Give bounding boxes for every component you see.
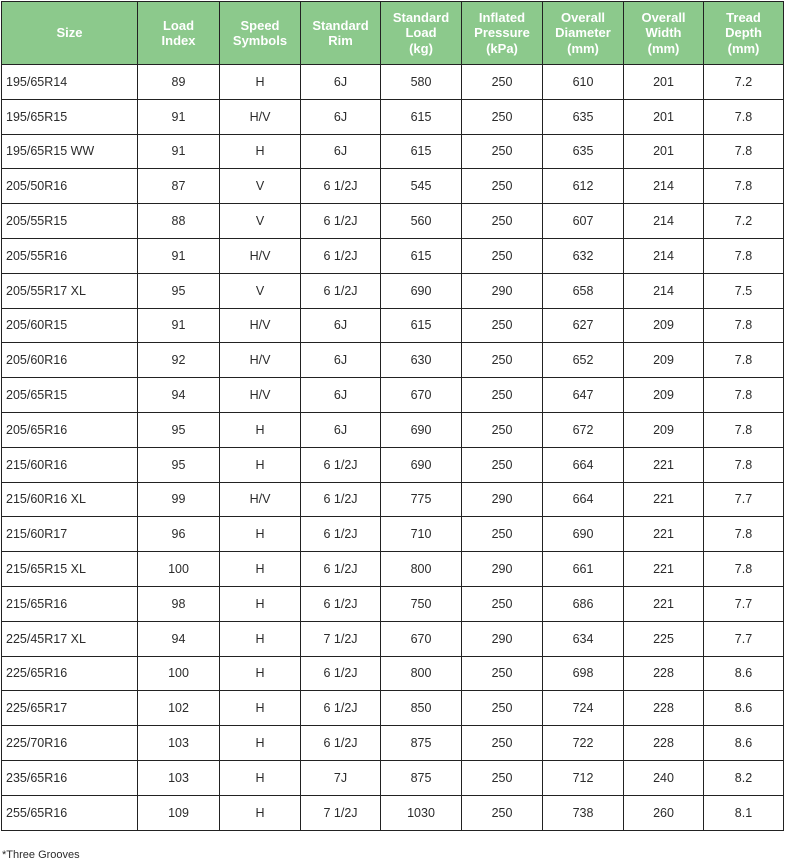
cell-standard-load: 775 <box>381 482 462 517</box>
cell-overall-diameter: 647 <box>543 378 624 413</box>
column-header-overall-width: Overall Width (mm) <box>624 2 704 65</box>
cell-speed-symbols: H/V <box>220 482 301 517</box>
cell-overall-diameter: 672 <box>543 412 624 447</box>
cell-load-index: 88 <box>138 204 220 239</box>
cell-speed-symbols: H <box>220 726 301 761</box>
cell-inflated-pressure: 250 <box>462 447 543 482</box>
cell-overall-width: 221 <box>624 517 704 552</box>
cell-size: 205/60R16 <box>2 343 138 378</box>
cell-speed-symbols: H <box>220 760 301 795</box>
cell-inflated-pressure: 290 <box>462 273 543 308</box>
cell-standard-rim: 6J <box>301 65 381 100</box>
table-row <box>2 65 784 100</box>
cell-standard-load: 670 <box>381 621 462 656</box>
cell-size: 195/65R15 <box>2 99 138 134</box>
cell-speed-symbols: H <box>220 656 301 691</box>
cell-size: 205/65R16 <box>2 412 138 447</box>
cell-overall-diameter: 724 <box>543 691 624 726</box>
cell-size: 215/60R16 XL <box>2 482 138 517</box>
cell-tread-depth: 7.8 <box>704 99 784 134</box>
cell-overall-width: 221 <box>624 552 704 587</box>
cell-overall-diameter: 635 <box>543 134 624 169</box>
cell-size: 205/50R16 <box>2 169 138 204</box>
cell-overall-width: 260 <box>624 795 704 830</box>
cell-overall-width: 214 <box>624 204 704 239</box>
column-header-standard-rim: Standard Rim <box>301 2 381 65</box>
header-row <box>2 2 784 65</box>
cell-speed-symbols: H <box>220 795 301 830</box>
table-row <box>2 238 784 273</box>
cell-load-index: 94 <box>138 621 220 656</box>
table-row <box>2 378 784 413</box>
cell-tread-depth: 7.8 <box>704 343 784 378</box>
cell-inflated-pressure: 250 <box>462 343 543 378</box>
cell-load-index: 94 <box>138 378 220 413</box>
cell-size: 215/60R16 <box>2 447 138 482</box>
cell-standard-load: 560 <box>381 204 462 239</box>
cell-tread-depth: 7.8 <box>704 412 784 447</box>
cell-speed-symbols: H <box>220 65 301 100</box>
cell-standard-rim: 6J <box>301 343 381 378</box>
table-row <box>2 517 784 552</box>
cell-tread-depth: 8.6 <box>704 656 784 691</box>
cell-inflated-pressure: 250 <box>462 412 543 447</box>
cell-standard-load: 630 <box>381 343 462 378</box>
cell-tread-depth: 7.8 <box>704 308 784 343</box>
cell-tread-depth: 7.8 <box>704 134 784 169</box>
cell-speed-symbols: H/V <box>220 343 301 378</box>
tire-spec-table <box>1 1 784 831</box>
cell-tread-depth: 8.6 <box>704 726 784 761</box>
cell-speed-symbols: H <box>220 412 301 447</box>
cell-size: 235/65R16 <box>2 760 138 795</box>
cell-standard-load: 690 <box>381 273 462 308</box>
cell-tread-depth: 7.8 <box>704 517 784 552</box>
cell-speed-symbols: V <box>220 204 301 239</box>
cell-standard-load: 710 <box>381 517 462 552</box>
cell-load-index: 87 <box>138 169 220 204</box>
cell-overall-width: 214 <box>624 238 704 273</box>
cell-inflated-pressure: 290 <box>462 552 543 587</box>
cell-size: 225/45R17 XL <box>2 621 138 656</box>
cell-size: 205/60R15 <box>2 308 138 343</box>
cell-standard-load: 580 <box>381 65 462 100</box>
cell-load-index: 109 <box>138 795 220 830</box>
cell-tread-depth: 7.8 <box>704 447 784 482</box>
table-row <box>2 343 784 378</box>
cell-inflated-pressure: 250 <box>462 795 543 830</box>
cell-overall-diameter: 607 <box>543 204 624 239</box>
column-header-load-index: Load Index <box>138 2 220 65</box>
cell-overall-width: 221 <box>624 586 704 621</box>
cell-size: 225/65R17 <box>2 691 138 726</box>
cell-inflated-pressure: 250 <box>462 308 543 343</box>
cell-standard-load: 690 <box>381 412 462 447</box>
cell-standard-load: 800 <box>381 656 462 691</box>
cell-load-index: 99 <box>138 482 220 517</box>
table-row <box>2 656 784 691</box>
cell-inflated-pressure: 250 <box>462 586 543 621</box>
cell-inflated-pressure: 250 <box>462 238 543 273</box>
cell-inflated-pressure: 290 <box>462 621 543 656</box>
cell-load-index: 103 <box>138 726 220 761</box>
cell-tread-depth: 7.8 <box>704 169 784 204</box>
cell-overall-width: 221 <box>624 482 704 517</box>
cell-overall-diameter: 664 <box>543 447 624 482</box>
cell-tread-depth: 7.7 <box>704 586 784 621</box>
cell-overall-diameter: 698 <box>543 656 624 691</box>
cell-speed-symbols: H <box>220 621 301 656</box>
cell-inflated-pressure: 250 <box>462 378 543 413</box>
cell-overall-width: 201 <box>624 65 704 100</box>
cell-standard-rim: 6 1/2J <box>301 691 381 726</box>
cell-standard-rim: 7 1/2J <box>301 621 381 656</box>
cell-overall-diameter: 664 <box>543 482 624 517</box>
cell-standard-load: 615 <box>381 99 462 134</box>
table-row <box>2 99 784 134</box>
cell-standard-rim: 6 1/2J <box>301 552 381 587</box>
cell-standard-rim: 6 1/2J <box>301 586 381 621</box>
column-header-standard-load: Standard Load (kg) <box>381 2 462 65</box>
cell-inflated-pressure: 250 <box>462 726 543 761</box>
table-body <box>2 65 784 831</box>
table-row <box>2 308 784 343</box>
cell-size: 215/60R17 <box>2 517 138 552</box>
cell-tread-depth: 8.2 <box>704 760 784 795</box>
column-header-tread-depth: Tread Depth (mm) <box>704 2 784 65</box>
cell-speed-symbols: H <box>220 552 301 587</box>
cell-overall-diameter: 712 <box>543 760 624 795</box>
cell-speed-symbols: H <box>220 517 301 552</box>
cell-standard-load: 690 <box>381 447 462 482</box>
cell-standard-rim: 6 1/2J <box>301 273 381 308</box>
cell-overall-diameter: 661 <box>543 552 624 587</box>
cell-load-index: 95 <box>138 447 220 482</box>
cell-standard-rim: 6 1/2J <box>301 169 381 204</box>
cell-standard-load: 545 <box>381 169 462 204</box>
cell-standard-load: 615 <box>381 238 462 273</box>
cell-size: 195/65R15 WW <box>2 134 138 169</box>
cell-speed-symbols: H <box>220 586 301 621</box>
cell-speed-symbols: V <box>220 169 301 204</box>
cell-overall-diameter: 652 <box>543 343 624 378</box>
cell-tread-depth: 8.1 <box>704 795 784 830</box>
table-row <box>2 552 784 587</box>
cell-standard-rim: 6 1/2J <box>301 447 381 482</box>
cell-size: 215/65R16 <box>2 586 138 621</box>
cell-speed-symbols: H/V <box>220 238 301 273</box>
cell-overall-width: 209 <box>624 308 704 343</box>
cell-overall-width: 214 <box>624 169 704 204</box>
cell-load-index: 100 <box>138 656 220 691</box>
cell-standard-load: 875 <box>381 726 462 761</box>
cell-speed-symbols: H/V <box>220 99 301 134</box>
cell-standard-rim: 6J <box>301 99 381 134</box>
cell-overall-width: 209 <box>624 378 704 413</box>
table-row <box>2 621 784 656</box>
table-row <box>2 273 784 308</box>
table-row <box>2 447 784 482</box>
cell-tread-depth: 7.7 <box>704 621 784 656</box>
cell-overall-width: 240 <box>624 760 704 795</box>
table-row <box>2 795 784 830</box>
cell-inflated-pressure: 250 <box>462 691 543 726</box>
cell-tread-depth: 7.7 <box>704 482 784 517</box>
cell-inflated-pressure: 250 <box>462 517 543 552</box>
table-row <box>2 691 784 726</box>
cell-overall-diameter: 610 <box>543 65 624 100</box>
cell-tread-depth: 7.8 <box>704 552 784 587</box>
cell-overall-diameter: 612 <box>543 169 624 204</box>
cell-inflated-pressure: 250 <box>462 65 543 100</box>
cell-size: 205/55R15 <box>2 204 138 239</box>
footnote: *Three Grooves <box>2 849 80 861</box>
cell-standard-rim: 6J <box>301 134 381 169</box>
cell-overall-width: 209 <box>624 412 704 447</box>
cell-size: 215/65R15 XL <box>2 552 138 587</box>
cell-overall-diameter: 627 <box>543 308 624 343</box>
cell-standard-rim: 6 1/2J <box>301 656 381 691</box>
cell-overall-diameter: 632 <box>543 238 624 273</box>
cell-speed-symbols: V <box>220 273 301 308</box>
table-row <box>2 412 784 447</box>
cell-standard-load: 850 <box>381 691 462 726</box>
cell-overall-diameter: 686 <box>543 586 624 621</box>
cell-standard-rim: 6 1/2J <box>301 204 381 239</box>
cell-speed-symbols: H <box>220 447 301 482</box>
cell-inflated-pressure: 290 <box>462 482 543 517</box>
cell-size: 195/65R14 <box>2 65 138 100</box>
cell-overall-diameter: 634 <box>543 621 624 656</box>
cell-inflated-pressure: 250 <box>462 760 543 795</box>
cell-standard-load: 1030 <box>381 795 462 830</box>
cell-standard-load: 615 <box>381 308 462 343</box>
table-row <box>2 134 784 169</box>
cell-overall-diameter: 722 <box>543 726 624 761</box>
cell-standard-rim: 6J <box>301 308 381 343</box>
cell-load-index: 102 <box>138 691 220 726</box>
cell-overall-diameter: 738 <box>543 795 624 830</box>
cell-standard-load: 750 <box>381 586 462 621</box>
column-header-overall-diameter: Overall Diameter (mm) <box>543 2 624 65</box>
cell-overall-diameter: 658 <box>543 273 624 308</box>
cell-tread-depth: 7.5 <box>704 273 784 308</box>
cell-load-index: 91 <box>138 134 220 169</box>
cell-overall-diameter: 690 <box>543 517 624 552</box>
cell-load-index: 103 <box>138 760 220 795</box>
cell-standard-load: 615 <box>381 134 462 169</box>
cell-overall-width: 228 <box>624 726 704 761</box>
cell-overall-diameter: 635 <box>543 99 624 134</box>
table-row <box>2 204 784 239</box>
cell-overall-width: 201 <box>624 99 704 134</box>
cell-load-index: 95 <box>138 412 220 447</box>
cell-load-index: 98 <box>138 586 220 621</box>
cell-load-index: 100 <box>138 552 220 587</box>
cell-load-index: 91 <box>138 238 220 273</box>
cell-overall-width: 221 <box>624 447 704 482</box>
table-row <box>2 169 784 204</box>
cell-load-index: 91 <box>138 99 220 134</box>
cell-size: 225/70R16 <box>2 726 138 761</box>
cell-tread-depth: 7.2 <box>704 65 784 100</box>
cell-inflated-pressure: 250 <box>462 204 543 239</box>
cell-overall-width: 228 <box>624 691 704 726</box>
cell-overall-width: 228 <box>624 656 704 691</box>
cell-load-index: 89 <box>138 65 220 100</box>
cell-standard-load: 670 <box>381 378 462 413</box>
column-header-size: Size <box>2 2 138 65</box>
table-row <box>2 760 784 795</box>
cell-overall-width: 214 <box>624 273 704 308</box>
cell-size: 205/65R15 <box>2 378 138 413</box>
cell-standard-rim: 6J <box>301 378 381 413</box>
cell-speed-symbols: H/V <box>220 378 301 413</box>
column-header-speed-symbols: Speed Symbols <box>220 2 301 65</box>
cell-tread-depth: 7.8 <box>704 378 784 413</box>
cell-standard-rim: 6 1/2J <box>301 238 381 273</box>
cell-standard-rim: 6J <box>301 412 381 447</box>
cell-size: 205/55R17 XL <box>2 273 138 308</box>
cell-tread-depth: 7.8 <box>704 238 784 273</box>
cell-load-index: 91 <box>138 308 220 343</box>
cell-inflated-pressure: 250 <box>462 656 543 691</box>
cell-standard-rim: 6 1/2J <box>301 482 381 517</box>
cell-size: 255/65R16 <box>2 795 138 830</box>
table-row <box>2 586 784 621</box>
cell-speed-symbols: H/V <box>220 308 301 343</box>
cell-tread-depth: 8.6 <box>704 691 784 726</box>
column-header-inflated-pressure: Inflated Pressure (kPa) <box>462 2 543 65</box>
cell-standard-rim: 7J <box>301 760 381 795</box>
cell-size: 205/55R16 <box>2 238 138 273</box>
cell-inflated-pressure: 250 <box>462 134 543 169</box>
cell-load-index: 92 <box>138 343 220 378</box>
cell-overall-width: 225 <box>624 621 704 656</box>
cell-load-index: 95 <box>138 273 220 308</box>
cell-size: 225/65R16 <box>2 656 138 691</box>
cell-overall-width: 209 <box>624 343 704 378</box>
cell-load-index: 96 <box>138 517 220 552</box>
cell-tread-depth: 7.2 <box>704 204 784 239</box>
cell-standard-rim: 6 1/2J <box>301 726 381 761</box>
cell-inflated-pressure: 250 <box>462 99 543 134</box>
cell-standard-load: 800 <box>381 552 462 587</box>
cell-standard-rim: 6 1/2J <box>301 517 381 552</box>
cell-standard-rim: 7 1/2J <box>301 795 381 830</box>
cell-inflated-pressure: 250 <box>462 169 543 204</box>
cell-speed-symbols: H <box>220 691 301 726</box>
cell-speed-symbols: H <box>220 134 301 169</box>
cell-overall-width: 201 <box>624 134 704 169</box>
table-row <box>2 482 784 517</box>
table-row <box>2 726 784 761</box>
cell-standard-load: 875 <box>381 760 462 795</box>
